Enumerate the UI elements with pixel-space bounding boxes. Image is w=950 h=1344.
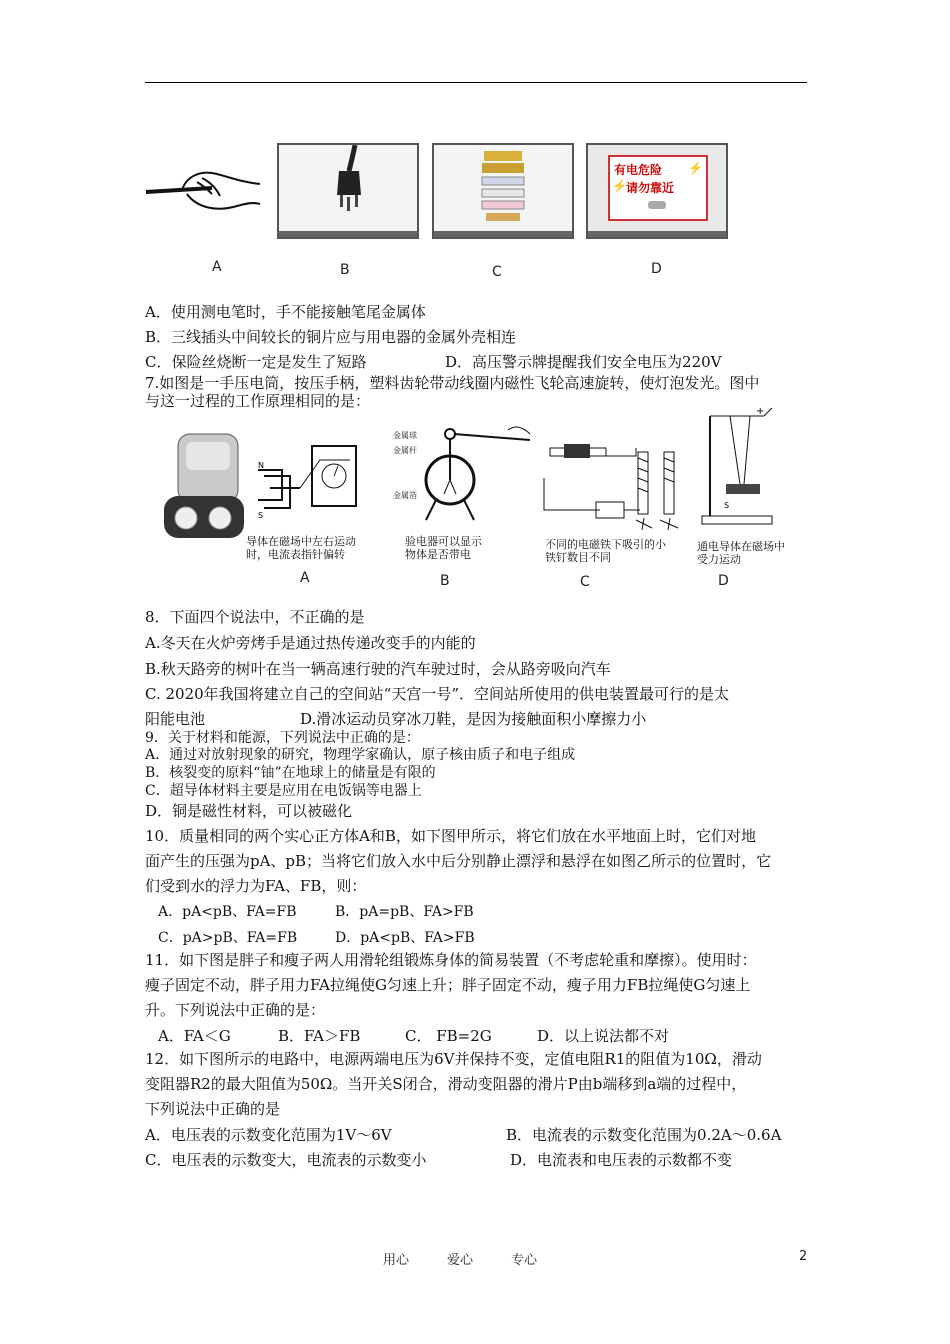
q7-stem-line1: 7.如图是一手压电筒，按压手柄，塑料齿轮带动线圈内磁性飞轮高速旋转，使灯泡发光。图中 (145, 374, 760, 392)
q7-label-d: D (718, 573, 729, 589)
svg-text:+: + (756, 406, 765, 417)
q11-option-c: C． FB=2G (405, 1027, 492, 1045)
q10-stem-line2: 面产生的压强为pA、pB；当将它们放入水中后分别静止漂浮和悬浮在如图乙所示的位置时，它 (145, 852, 772, 870)
q10-stem-line3: 们受到水的浮力为FA、FB，则： (145, 877, 367, 895)
q7-stem-line2: 与这一过程的工作原理相同的是： (145, 392, 371, 410)
q12-option-a: A．电压表的示数变化范围为1V～6V (145, 1126, 392, 1144)
q8-option-c-line1: C. 2020年我国将建立自己的空间站“天宫一号”．空间站所使用的供电装置最可行的是太 (145, 685, 729, 703)
fuses-photo (432, 143, 574, 239)
page-number: 2 (799, 1249, 808, 1264)
q9-option-c: C．超导体材料主要是应用在电饭锅等电器上 (145, 783, 422, 799)
electroscope-foil-label: 金属箔 (393, 491, 417, 500)
q11-stem-line2: 瘦子固定不动，胖子用力FA拉绳使G匀速上升；胖子固定不动，瘦子用力FB拉绳使G匀速上 (145, 976, 751, 994)
q9-option-d: D．铜是磁性材料，可以被磁化 (145, 802, 353, 820)
footer-motto-2: 爱心 (447, 1253, 474, 1268)
q7-label-a: A (300, 570, 310, 586)
q10-option-a: A．pA<pB、FA=FB (158, 904, 297, 920)
electromagnet-figure (540, 438, 692, 530)
lightning-icon: ⚡ (612, 179, 627, 193)
q7-caption-b-line2: 物体是否带电 (405, 548, 471, 561)
q6-option-a: A．使用测电笔时，手不能接触笔尾金属体 (145, 303, 426, 321)
q6-option-d: D．高压警示牌提醒我们安全电压为220V (445, 353, 722, 371)
figure-label-d: D (651, 261, 662, 277)
electroscope-figure (420, 424, 532, 524)
q9-option-b: B．核裂变的原料“铀”在地球上的储量是有限的 (145, 765, 436, 781)
q7-label-c: C (580, 574, 590, 590)
warning-sign-photo (586, 143, 728, 239)
hand-flashlight-figure (160, 432, 252, 540)
q8-option-c-line2: 阳能电池 (145, 710, 206, 728)
q11-option-d: D．以上说法都不对 (537, 1027, 670, 1045)
warning-sign-line1: 有电危险 (614, 163, 663, 177)
q8-option-a: A.冬天在火炉旁烤手是通过热传递改变手的内能的 (145, 634, 476, 652)
q9-stem: 9．关于材料和能源，下列说法中正确的是： (145, 730, 420, 746)
three-pin-plug-photo (277, 143, 419, 239)
q7-caption-b-line1: 验电器可以显示 (405, 535, 482, 548)
q7-caption-d-line1: 通电导体在磁场中 (697, 540, 785, 553)
svg-text:S: S (258, 511, 264, 520)
q12-stem-line1: 12．如下图所示的电路中，电源两端电压为6V并保持不变，定值电阻R1的阻值为10Ω，滑动 (145, 1050, 762, 1068)
warning-sign-line2: 请勿靠近 (626, 181, 675, 195)
q9-option-a: A．通过对放射现象的研究，物理学家确认，原子核由质子和电子组成 (145, 747, 576, 763)
test-pen-figure (142, 160, 264, 220)
q7-caption-c-line1: 不同的电磁铁下吸引的小 (545, 538, 666, 551)
q7-caption-a-line2: 时，电流表指针偏转 (246, 548, 345, 561)
figure-label-a: A (212, 259, 222, 275)
q7-caption-a-line1: 导体在磁场中左右运动 (246, 535, 356, 548)
q7-caption-c-line2: 铁钉数目不同 (545, 551, 611, 564)
svg-text:S: S (724, 501, 730, 510)
electroscope-rod-label: 金属杆 (393, 446, 417, 455)
q10-stem-line1: 10．质量相同的两个实心正方体A和B，如下图甲所示，将它们放在水平地面上时，它们对地 (145, 827, 756, 845)
q8-stem: 8．下面四个说法中，不正确的是 (145, 608, 365, 626)
q11-option-b: B．FA＞FB (278, 1027, 361, 1045)
q11-stem-line3: 升。下列说法中正确的是： (145, 1001, 326, 1019)
q10-option-c: C．pA>pB、FA=FB (158, 930, 298, 946)
q10-option-d: D．pA<pB、FA>FB (335, 930, 475, 946)
q12-option-d: D．电流表和电压表的示数都不变 (510, 1151, 733, 1169)
generator-experiment-figure (250, 440, 368, 530)
q6-option-b: B．三线插头中间较长的铜片应与用电器的金属外壳相连 (145, 328, 517, 346)
header-rule (145, 82, 807, 83)
footer-motto-3: 专心 (511, 1253, 538, 1268)
q11-stem-line1: 11．如下图是胖子和瘦子两人用滑轮组锻炼身体的简易装置（不考虑轮重和摩擦）。使用时： (145, 951, 757, 969)
motor-principle-figure (700, 404, 790, 530)
q7-caption-d-line2: 受力运动 (697, 553, 741, 566)
q10-option-b: B．pA=pB、FA>FB (335, 904, 474, 920)
svg-text:N: N (258, 461, 264, 470)
q12-option-c: C．电压表的示数变大，电流表的示数变小 (145, 1151, 427, 1169)
q12-stem-line2: 变阻器R2的最大阻值为50Ω。当开关S闭合，滑动变阻器的滑片P由b端移到a端的过程中， (145, 1075, 747, 1093)
figure-label-b: B (340, 262, 350, 278)
q11-option-a: A．FA＜G (158, 1027, 231, 1045)
q12-stem-line3: 下列说法中正确的是 (145, 1100, 281, 1118)
q7-label-b: B (440, 573, 450, 589)
figure-label-c: C (492, 264, 502, 280)
q8-option-b: B.秋天路旁的树叶在当一辆高速行驶的汽车驶过时，会从路旁吸向汽车 (145, 660, 611, 678)
q8-option-d: D.滑冰运动员穿冰刀鞋，是因为接触面积小摩擦力小 (300, 710, 647, 728)
footer-motto-1: 用心 (383, 1253, 410, 1268)
q12-option-b: B．电流表的示数变化范围为0.2A～0.6A (506, 1126, 782, 1144)
electroscope-ball-label: 金属球 (393, 431, 417, 440)
q6-option-c: C．保险丝烧断一定是发生了短路 (145, 353, 367, 371)
lightning-icon: ⚡ (688, 161, 703, 175)
